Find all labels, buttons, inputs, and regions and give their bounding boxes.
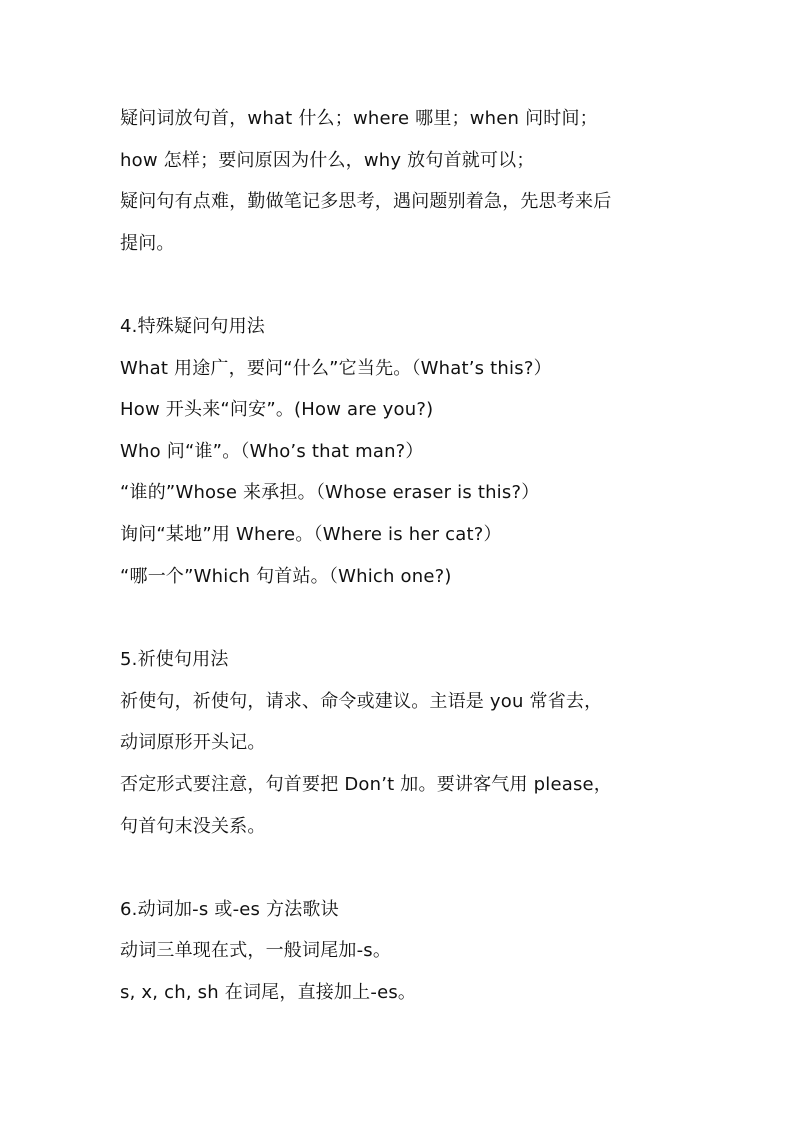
- text-line: 祈使句，祈使句，请求、命令或建议。主语是 you 常省去，: [120, 691, 603, 712]
- text-line: 疑问词放句首，what 什么；where 哪里；when 问时间；: [120, 108, 598, 129]
- text-line: 动词原形开头记。: [120, 732, 266, 753]
- text-line: 询问“某地”用 Where。（Where is her cat?）: [120, 524, 502, 545]
- section-heading: 5.祈使句用法: [120, 649, 229, 670]
- text-line: Who 问“谁”。（Who’s that man?）: [120, 441, 424, 462]
- text-line: How 开头来“问安”。(How are you?): [120, 399, 434, 420]
- text-line: 否定形式要注意，句首要把 Don’t 加。要讲客气用 please，: [120, 774, 613, 795]
- text-line: 句首句末没关系。: [120, 816, 266, 837]
- section-heading: 4.特殊疑问句用法: [120, 316, 265, 337]
- text-line: how 怎样；要问原因为什么，why 放句首就可以；: [120, 150, 535, 171]
- text-line: 提问。: [120, 233, 175, 254]
- text-line: s, x, ch, sh 在词尾，直接加上-es。: [120, 982, 417, 1003]
- text-line: 动词三单现在式，一般词尾加-s。: [120, 940, 392, 961]
- text-line: What 用途广，要问“什么”它当先。（What’s this?）: [120, 358, 552, 379]
- text-line: “哪一个”Which 句首站。（Which one?): [120, 566, 452, 587]
- text-line: “谁的”Whose 来承担。（Whose eraser is this?）: [120, 482, 540, 503]
- section-heading: 6.动词加-s 或-es 方法歌诀: [120, 899, 339, 920]
- text-line: 疑问句有点难，勤做笔记多思考，遇问题别着急，先思考来后: [120, 191, 612, 212]
